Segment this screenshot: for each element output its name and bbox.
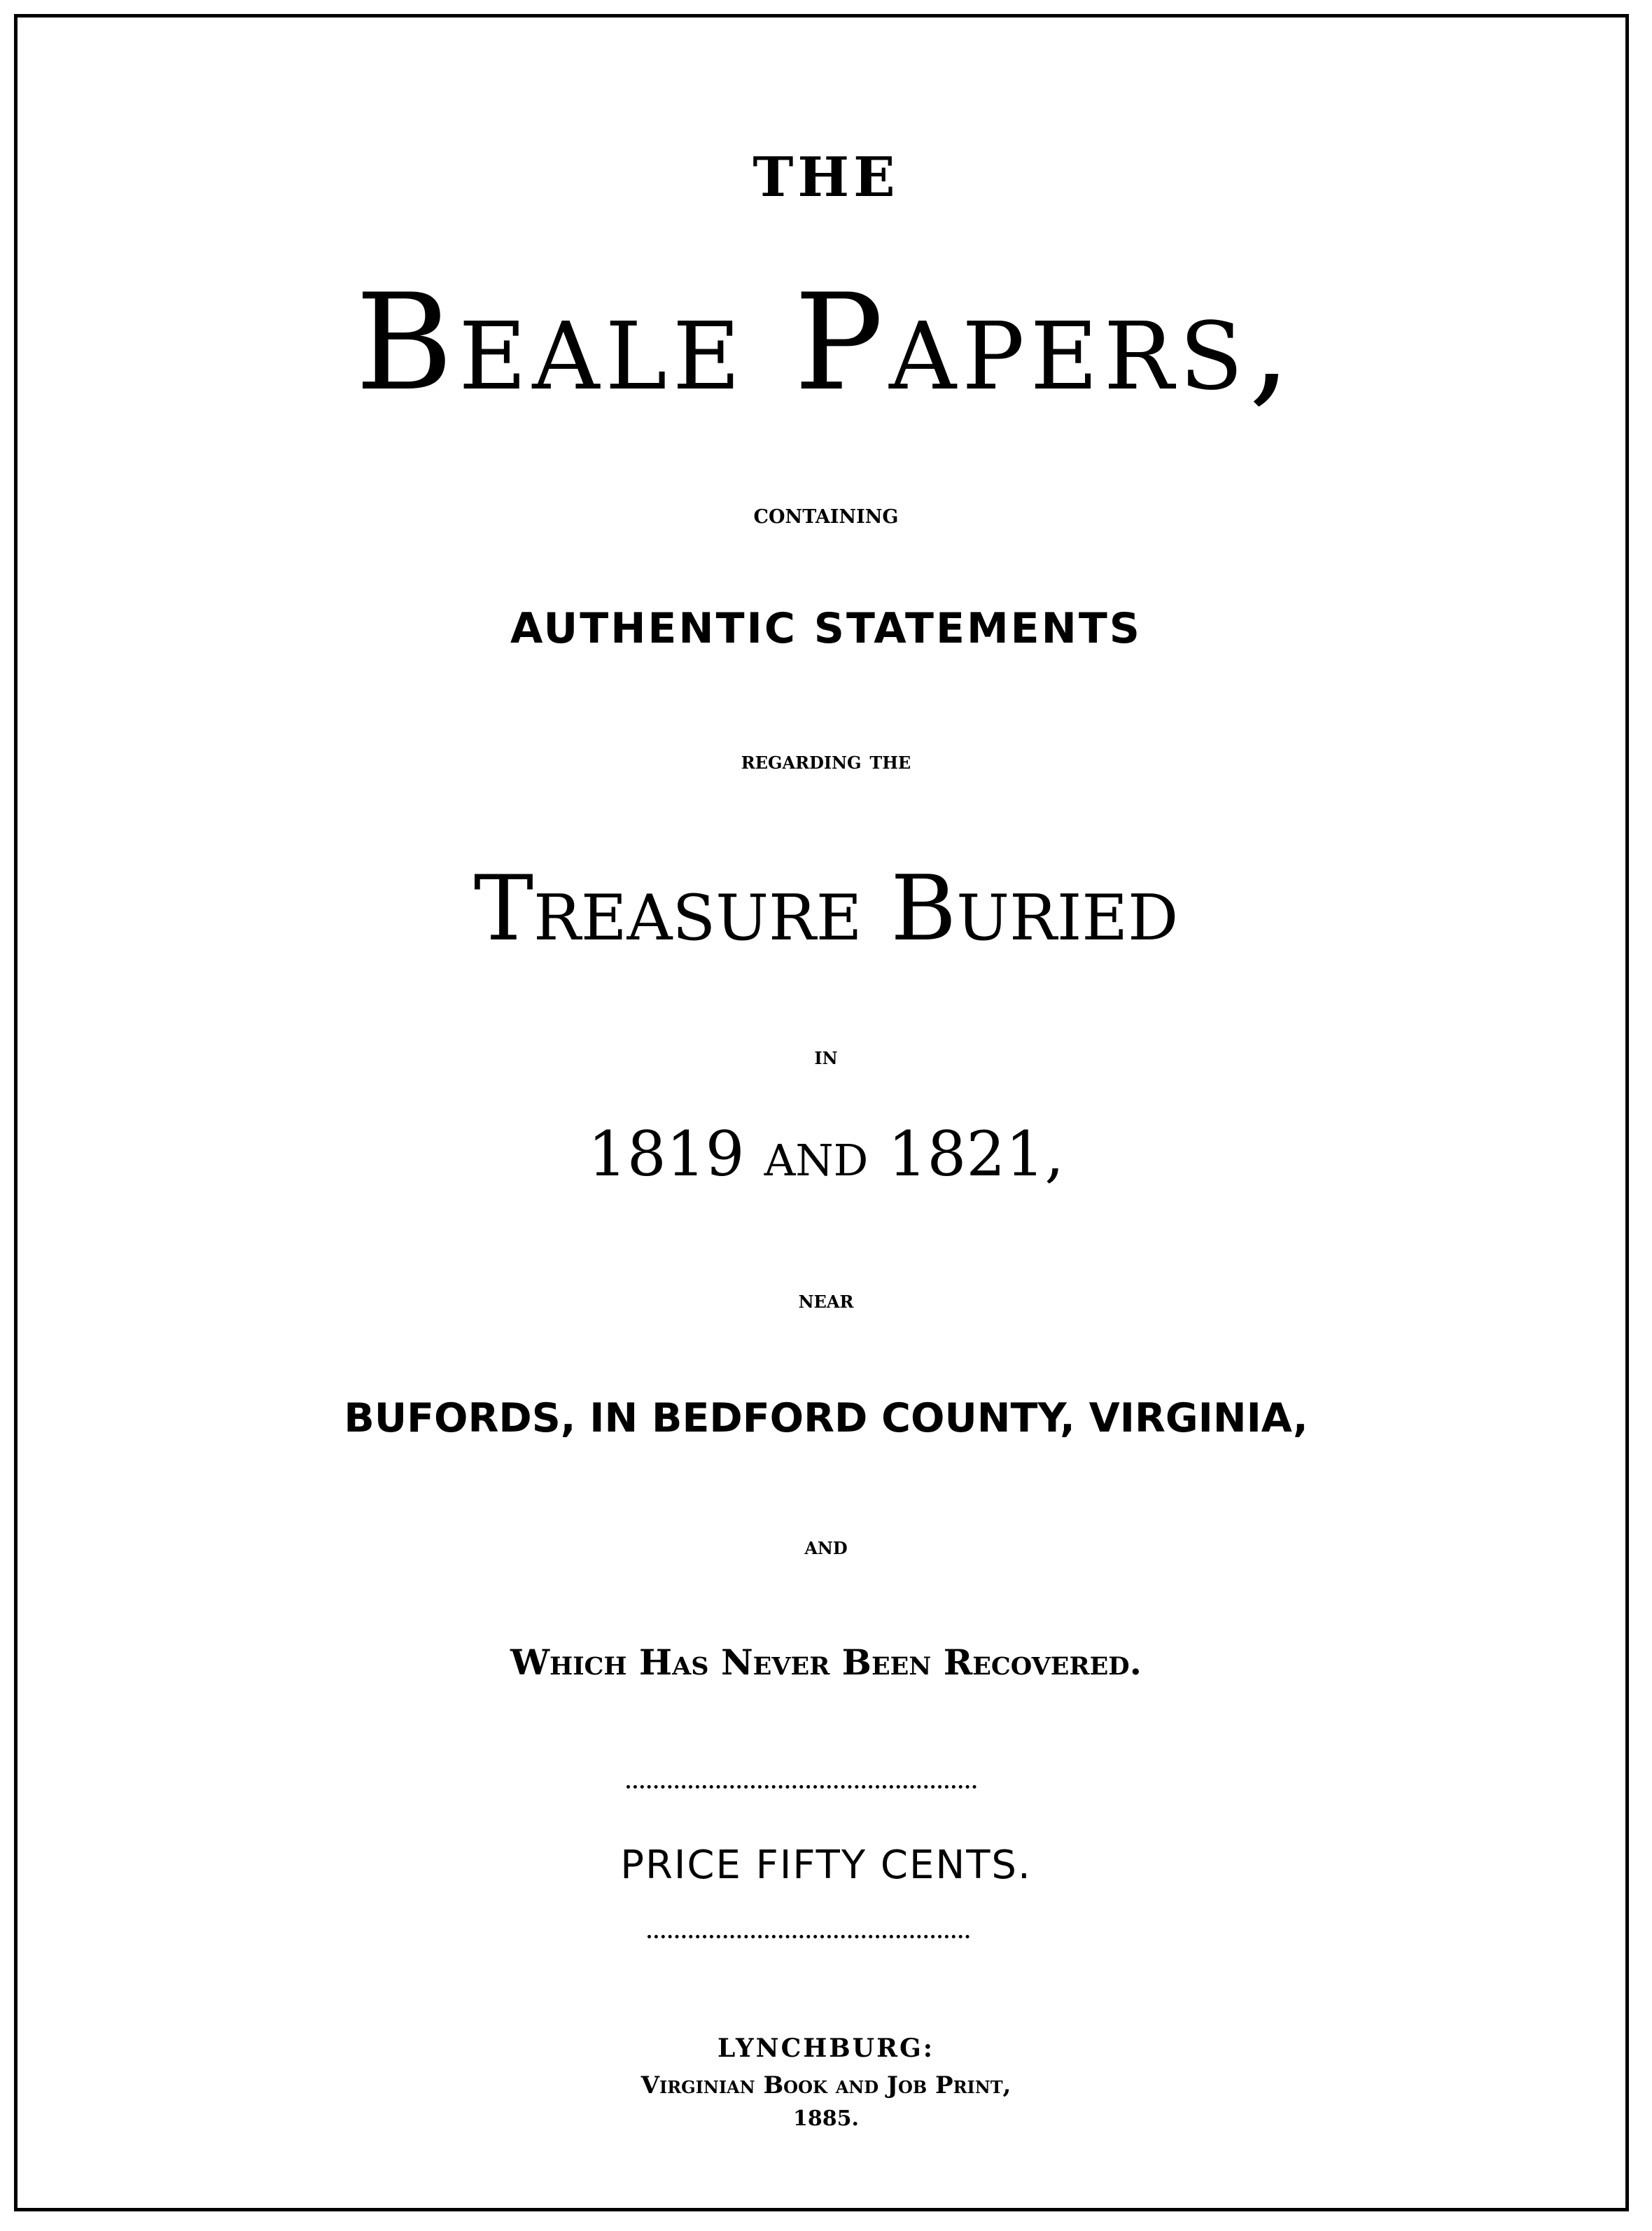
years-line: 1819 and 1821, [587, 1118, 1065, 1190]
ornamental-rule-top [626, 1785, 976, 1796]
authentic-statements: AUTHENTIC STATEMENTS [510, 604, 1142, 653]
treasure-buried: Treasure Buried [473, 857, 1179, 961]
near-label: near [798, 1286, 854, 1314]
imprint-printer: Virginian Book and Job Print, [640, 2071, 1011, 2099]
imprint-city: LYNCHBURG: [717, 2034, 935, 2063]
and-label: and [804, 1532, 848, 1560]
main-title: Beale Papers, [355, 265, 1297, 420]
never-recovered-line: Which Has Never Been Recovered. [510, 1642, 1142, 1683]
containing-label: containing [753, 498, 899, 529]
location-line: BUFORDS, IN BEDFORD COUNTY, VIRGINIA, [344, 1395, 1308, 1441]
regarding-label: regarding the [741, 747, 911, 775]
ornamental-rule-bottom [648, 1935, 969, 1945]
the-heading: THE [752, 146, 899, 209]
in-label: in [814, 1042, 838, 1070]
imprint-year: 1885. [793, 2106, 859, 2131]
price-line: PRICE FIFTY CENTS. [620, 1842, 1032, 1888]
